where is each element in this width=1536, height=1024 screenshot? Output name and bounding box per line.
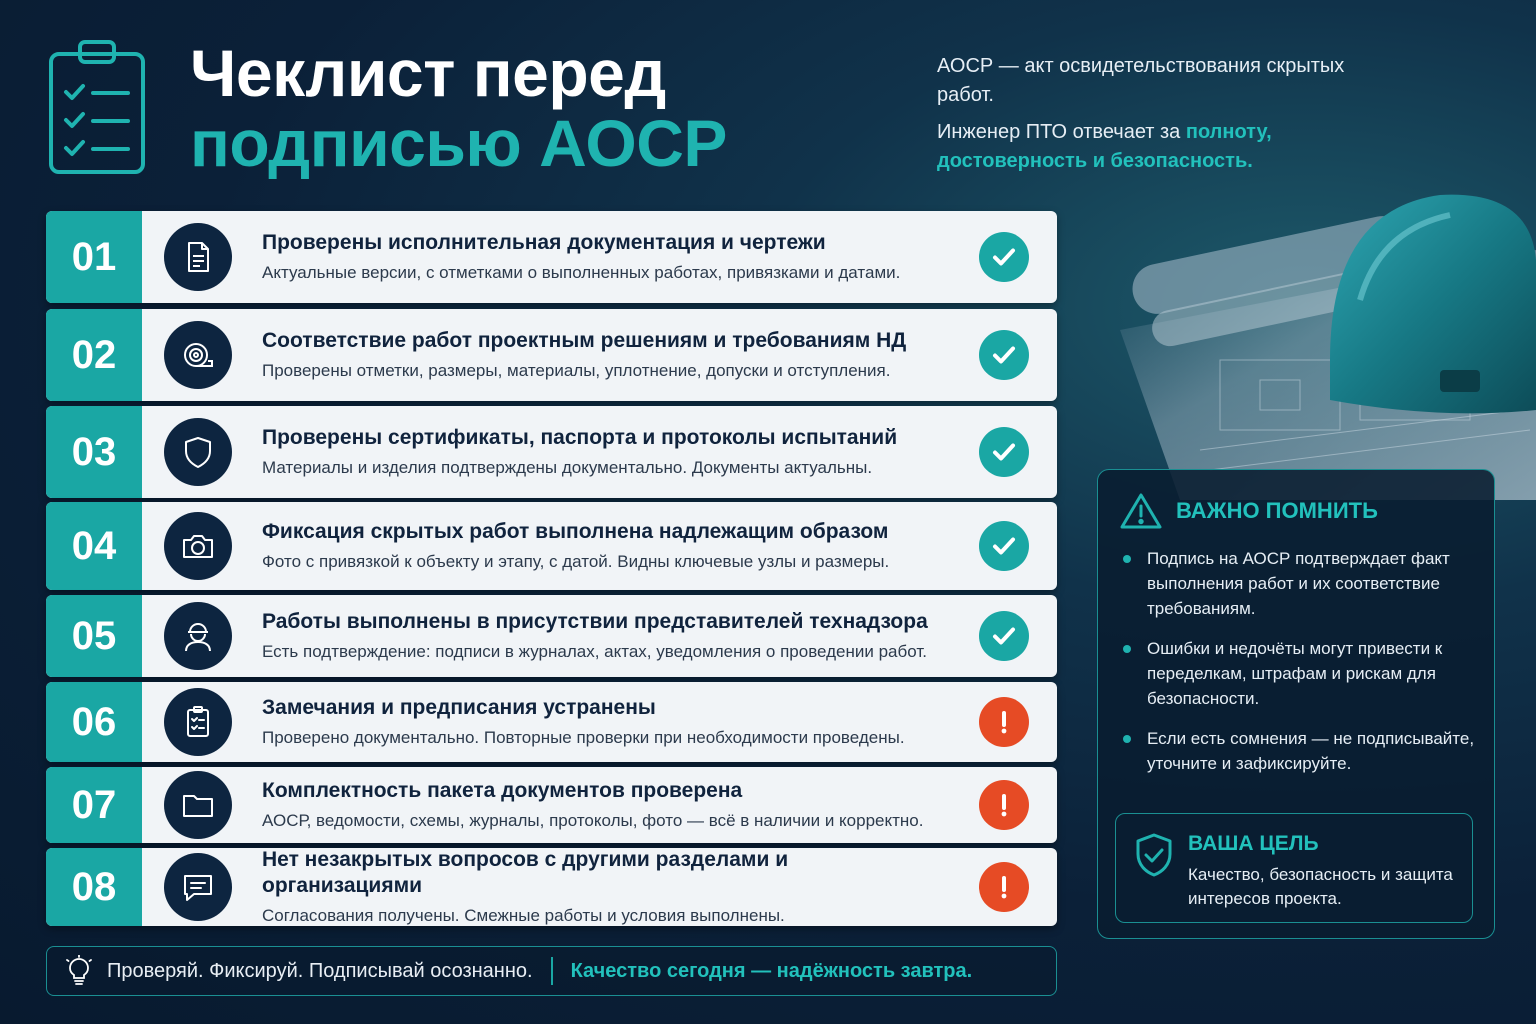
- list-item: Если есть сомнения — не подписывайте, уточните и зафиксируйте.: [1120, 726, 1480, 776]
- list-item: Ошибки и недочёты могут привести к переделкам, штрафам и рискам для безопасности.: [1120, 636, 1480, 711]
- title-line-2: подписью АОСР: [190, 106, 727, 180]
- goal-box: [1115, 813, 1473, 923]
- document-icon: [164, 223, 232, 291]
- clipboard-check-icon: [164, 688, 232, 756]
- title-line-1: Чеклист перед: [190, 36, 666, 110]
- warning-triangle-icon: [1120, 492, 1162, 530]
- item-number: 01: [46, 211, 142, 303]
- item-number: 08: [46, 848, 142, 926]
- page-title: [190, 38, 727, 178]
- important-list: [1120, 546, 1480, 791]
- important-panel: [1097, 469, 1495, 939]
- item-description: Проверены отметки, размеры, материалы, уплотнение, допуски и отступления.: [262, 361, 891, 380]
- item-description: Материалы и изделия подтверждены документально. Документы актуальны.: [262, 458, 873, 477]
- intro-definition: АОСР — акт освидетельствования скрытых работ.: [937, 55, 1345, 106]
- item-description: Есть подтверждение: подписи в журналах, актах, уведомления о проведении работ.: [262, 642, 927, 661]
- item-number: 02: [46, 309, 142, 401]
- checklist-item-07: [46, 767, 1057, 843]
- checklist-item-04: [46, 502, 1057, 590]
- worker-icon: [164, 602, 232, 670]
- footer-tagline: Качество сегодня — надёжность завтра.: [570, 959, 973, 982]
- item-number: 03: [46, 406, 142, 498]
- list-item: Подпись на АОСР подтверждает факт выполнения работ и их соответствие требованиям.: [1120, 546, 1480, 621]
- item-title: Нет незакрытых вопросов с другими разделами и организациями: [262, 848, 789, 897]
- chat-icon: [164, 853, 232, 921]
- exclamation-icon: [979, 862, 1029, 912]
- checklist-item-02: [46, 309, 1057, 401]
- item-number: 06: [46, 682, 142, 762]
- checklist-item-01: [46, 211, 1057, 303]
- item-number: 07: [46, 767, 142, 843]
- important-title: ВАЖНО ПОМНИТЬ: [1176, 498, 1378, 523]
- camera-icon: [164, 512, 232, 580]
- item-title: Фиксация скрытых работ выполнена надлежащим образом: [262, 520, 889, 543]
- item-title: Соответствие работ проектным решениям и требованиям НД: [262, 329, 907, 352]
- item-description: Проверено документально. Повторные проверки при необходимости проведены.: [262, 728, 905, 747]
- item-description: АОСР, ведомости, схемы, журналы, протоколы, фото — всё в наличии и корректно.: [262, 811, 924, 830]
- item-description: Актуальные версии, с отметками о выполненных работах, привязками и датами.: [262, 263, 901, 282]
- goal-title: ВАША ЦЕЛЬ: [1188, 832, 1319, 855]
- item-number: 04: [46, 502, 142, 590]
- checklist-item-05: [46, 595, 1057, 677]
- checklist-item-06: [46, 682, 1057, 762]
- item-title: Работы выполнены в присутствии представителей технадзора: [262, 610, 928, 633]
- item-description: Согласования получены. Смежные работы и условия выполнены.: [262, 906, 785, 925]
- intro-highlight: полноту, достоверность и безопасность.: [937, 121, 1272, 172]
- footer-slogan-bar: [46, 946, 1057, 996]
- item-title: Проверены исполнительная документация и чертежи: [262, 231, 826, 254]
- check-icon: [979, 330, 1029, 380]
- checklist-item-08: [46, 848, 1057, 926]
- clipboard-checklist-icon: [48, 36, 146, 176]
- item-description: Фото с привязкой к объекту и этапу, с датой. Видны ключевые узлы и размеры.: [262, 552, 890, 571]
- shield-icon: [164, 418, 232, 486]
- intro-text: [937, 52, 1357, 184]
- lightbulb-icon: [65, 955, 93, 987]
- intro-responsibility: Инженер ПТО отвечает за полноту, достоверность и безопасность.: [937, 121, 1272, 172]
- item-title: Проверены сертификаты, паспорта и протоколы испытаний: [262, 426, 898, 449]
- exclamation-icon: [979, 697, 1029, 747]
- item-number: 05: [46, 595, 142, 677]
- footer-motto: Проверяй. Фиксируй. Подписывай осознанно.: [107, 959, 533, 982]
- tape-measure-icon: [164, 321, 232, 389]
- check-icon: [979, 521, 1029, 571]
- exclamation-icon: [979, 780, 1029, 830]
- checklist-item-03: [46, 406, 1057, 498]
- item-title: Комплектность пакета документов проверена: [262, 779, 743, 802]
- folder-icon: [164, 771, 232, 839]
- check-icon: [979, 611, 1029, 661]
- goal-text: Качество, безопасность и защита интересов проекта.: [1188, 865, 1453, 908]
- shield-check-icon: [1134, 832, 1174, 878]
- footer-divider: [551, 957, 553, 985]
- check-icon: [979, 232, 1029, 282]
- check-icon: [979, 427, 1029, 477]
- item-title: Замечания и предписания устранены: [262, 696, 656, 719]
- important-header: [1120, 492, 1378, 530]
